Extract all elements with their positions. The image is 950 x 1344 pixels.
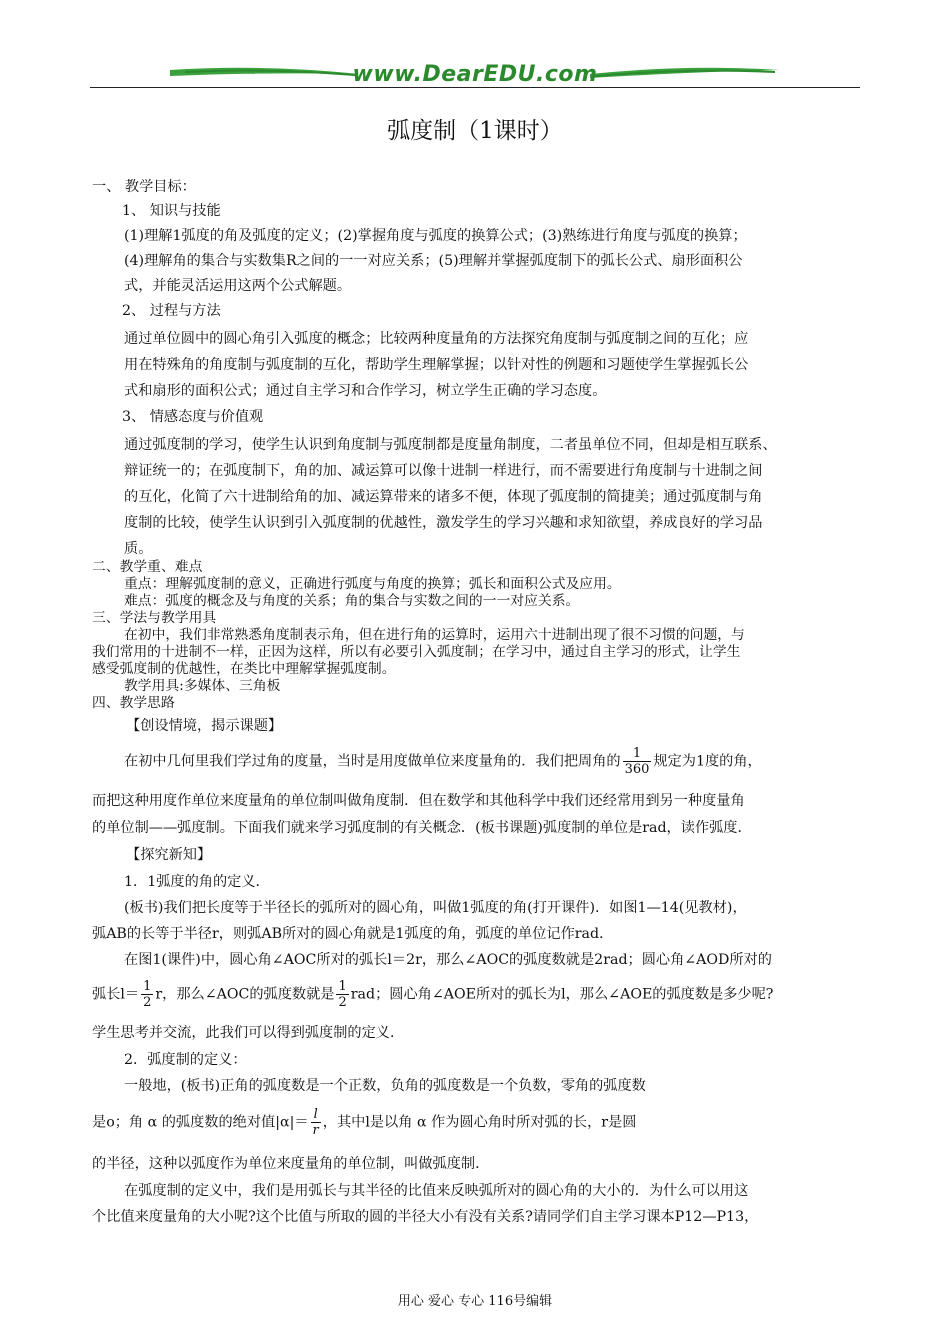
text-run: 是o；角 α 的弧度数的绝对值|α|＝: [92, 1114, 309, 1131]
fraction-denominator: 2: [143, 995, 152, 1010]
paragraph-line: 1．1弧度的角的定义．: [124, 874, 270, 890]
text-run: r，那么∠AOC的弧度数就是: [155, 986, 335, 1003]
paragraph-line: (1)理解1弧度的角及弧度的定义；(2)掌握角度与弧度的换算公式；(3)熟练进行角度与弧度的换算；: [124, 228, 747, 244]
paragraph-line: 学生思考并交流，此我们可以得到弧度制的定义．: [92, 1025, 405, 1041]
fraction-one-half: [141, 979, 153, 1010]
fraction-numerator: 1: [143, 979, 152, 994]
paragraph-line: 通过弧度制的学习，使学生认识到角度制与弧度制都是度量角制度，二者虽单位不同，但却是相互联系、: [124, 437, 777, 453]
paragraph-line: 2．弧度制的定义：: [124, 1052, 247, 1068]
paragraph-line: 我们常用的十进制不一样，正因为这样，所以有必要引入弧度制；在学习中，通过自主学习的形式，让学生: [92, 644, 741, 660]
paragraph-line: [92, 1107, 636, 1138]
paragraph-line: 式，并能灵活运用这两个公式解题。: [124, 278, 352, 294]
paragraph-line: [92, 979, 773, 1010]
subsection-heading: 1、 知识与技能: [122, 203, 221, 219]
paragraph-line: 辩证统一的；在弧度制下，角的加、减运算可以像十进制一样进行，而不需要进行角度制与十进制之间: [124, 463, 763, 479]
paragraph-line: 度制的比较，使学生认识到引入弧度制的优越性，激发学生的学习兴趣和求知欲望，养成良好的学习品: [124, 515, 763, 531]
subsection-heading: 3、 情感态度与价值观: [122, 409, 264, 425]
subheading-bracketed: 【创设情境，揭示课题】: [126, 718, 283, 734]
paragraph-line: 的单位制——弧度制。下面我们就来学习弧度制的有关概念．(板书课题)弧度制的单位是rad，读作弧度．: [92, 820, 752, 836]
paragraph-line: 个比值来度量角的大小呢?这个比值与所取的圆的半径大小有没有关系?请同学们自主学习课本P12—P13，: [92, 1209, 759, 1225]
section-heading: 二、教学重、难点: [92, 559, 203, 575]
paragraph-line: 在弧度制的定义中，我们是用弧长与其半径的比值来反映弧所对的圆心角的大小的．为什么可以用这: [124, 1183, 749, 1199]
section-heading: 一、 教学目标：: [92, 179, 196, 195]
fraction-numerator: l: [311, 1107, 321, 1123]
fraction-denominator: 2: [338, 995, 347, 1010]
paragraph-line: (4)理解角的集合与实数集R之间的一一对应关系；(5)理解并掌握弧度制下的弧长公式、扇形面积公: [124, 253, 743, 269]
paragraph-line: 弧AB的长等于半径r，则弧AB所对的圆心角就是1弧度的角，弧度的单位记作rad．: [92, 926, 614, 942]
text-run: 规定为1度的角，: [653, 753, 762, 770]
page-title: 弧度制（1课时）: [387, 118, 563, 144]
section-heading: 三、学法与教学用具: [92, 610, 217, 626]
text-run: 弧长l＝: [92, 986, 140, 1003]
header-rule: [90, 87, 860, 88]
fraction-numerator: 1: [338, 979, 347, 994]
paragraph-line: 的互化，化简了六十进制给角的加、减运算带来的诸多不便，体现了弧度制的简捷美；通过弧度制与角: [124, 489, 763, 505]
paragraph-line: 在图1(课件)中，圆心角∠AOC所对的弧长l＝2r，那么∠AOC的弧度数就是2rad；圆心角∠AOD所对的: [124, 952, 772, 968]
text-run: rad；圆心角∠AOE所对的弧长为l，那么∠AOE的弧度数是多少呢?: [350, 986, 774, 1003]
paragraph-line: 质。: [124, 541, 153, 557]
subheading-bracketed: 【探究新知】: [126, 847, 212, 863]
fraction-numerator: 1: [623, 746, 652, 762]
paragraph-line: 而把这种用度作单位来度量角的单位制叫做角度制．但在数学和其他科学中我们还经常用到另一种度量角: [92, 793, 745, 809]
paragraph-line: 教学用具:多媒体、三角板: [124, 678, 281, 694]
text-run: ，其中l是以角 α 作为圆心角时所对弧的长，r是圆: [322, 1114, 637, 1131]
paragraph-line: 一般地，(板书)正角的弧度数是一个正数，负角的弧度数是一个负数，零角的弧度数: [124, 1078, 646, 1094]
page-footer: 用心 爱心 专心 116号编辑: [397, 1294, 553, 1309]
paragraph-line: 通过单位圆中的圆心角引入弧度的概念；比较两种度量角的方法探究角度制与弧度制之间的互化；应: [124, 331, 749, 347]
paragraph-line: (板书)我们把长度等于半径长的弧所对的圆心角，叫做1弧度的角(打开课件)．如图1—14(见教材)，: [124, 900, 747, 916]
subsection-heading: 2、 过程与方法: [122, 303, 221, 319]
fraction-denominator: r: [312, 1123, 319, 1138]
paragraph-line: [124, 746, 762, 777]
fraction-l-over-r: [311, 1107, 321, 1138]
fraction-1-360: [623, 746, 652, 777]
paragraph-line: 难点：弧度的概念及与角度的关系；角的集合与实数之间的一一对应关系。: [124, 593, 580, 609]
paragraph-line: 的半径，这种以弧度作为单位来度量角的单位制，叫做弧度制．: [92, 1156, 490, 1172]
fraction-denominator: 360: [624, 762, 650, 777]
paragraph-line: 用在特殊角的角度制与弧度制的互化，帮助学生理解掌握；以针对性的例题和习题使学生掌握弧长公: [124, 357, 749, 373]
text-run: 在初中几何里我们学过角的度量，当时是用度做单位来度量角的．我们把周角的: [124, 753, 621, 770]
site-brand[interactable]: www.DearEDU.com: [352, 62, 598, 87]
paragraph-line: 重点：理解弧度制的意义，正确进行弧度与角度的换算；弧长和面积公式及应用。: [124, 576, 621, 592]
paragraph-line: 感受弧度制的优越性，在类比中理解掌握弧度制。: [92, 661, 396, 677]
fraction-one-half: [336, 979, 348, 1010]
paragraph-line: 式和扇形的面积公式；通过自主学习和合作学习，树立学生正确的学习态度。: [124, 383, 607, 399]
section-heading: 四、教学思路: [92, 695, 175, 711]
paragraph-line: 在初中，我们非常熟悉角度制表示角，但在进行角的运算时，运用六十进制出现了很不习惯的问题，与: [124, 627, 745, 643]
